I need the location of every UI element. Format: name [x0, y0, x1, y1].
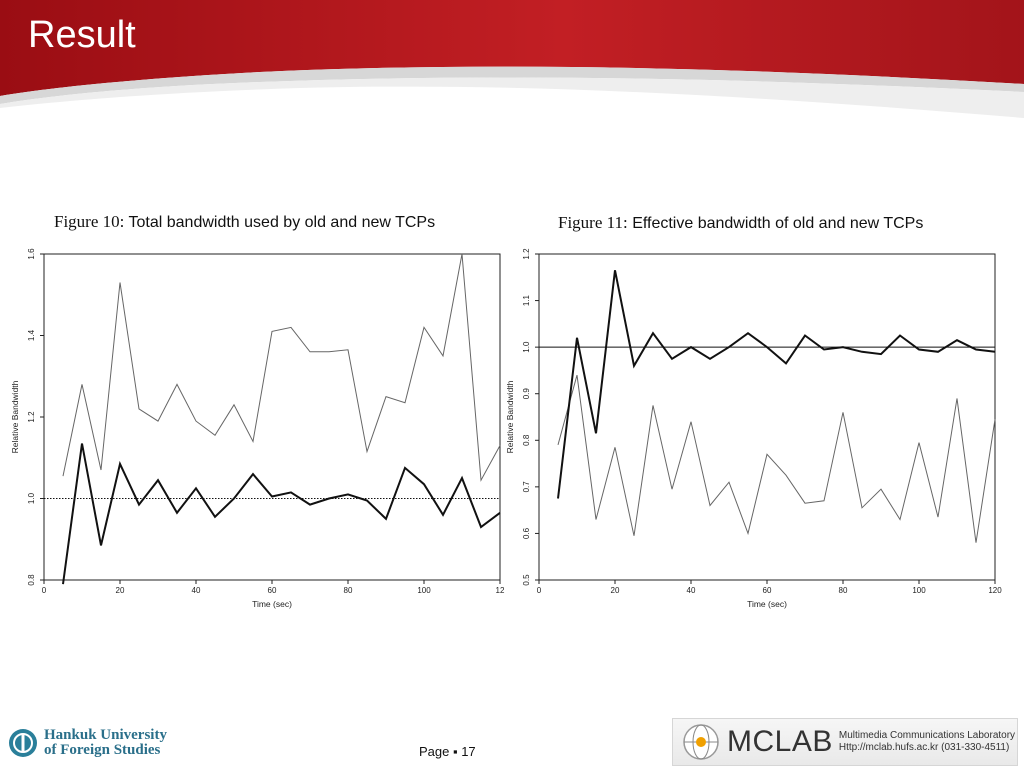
title-banner [0, 0, 1024, 130]
university-logo [8, 728, 167, 758]
figure-11-caption [558, 213, 923, 233]
y-tick-label: 1.0 [522, 341, 531, 353]
y-tick-label: 0.8 [27, 574, 36, 586]
x-tick-label: 80 [343, 586, 353, 595]
y-tick-label: 1.0 [27, 492, 36, 505]
mclab-description [839, 730, 1015, 754]
x-tick-label: 120 [988, 586, 1002, 595]
x-tick-label: 100 [912, 586, 926, 595]
x-axis-label: Time (sec) [252, 599, 292, 609]
university-emblem-icon [8, 728, 38, 758]
series-line-thin [558, 375, 995, 543]
mclab-logo-box [672, 718, 1018, 766]
x-tick-label: 12 [495, 586, 505, 595]
y-tick-label: 1.1 [522, 295, 531, 307]
x-tick-label: 20 [115, 586, 125, 595]
plot-frame [44, 254, 500, 580]
y-tick-label: 1.6 [27, 248, 36, 260]
x-tick-label: 60 [762, 586, 772, 595]
y-tick-label: 1.2 [522, 248, 531, 260]
mclab-globe-icon [681, 722, 721, 762]
university-name-line1: Hankuk University [44, 727, 167, 743]
figure-10-title: Total bandwidth used by old and new TCPs [128, 214, 436, 231]
y-tick-label: 0.9 [522, 388, 531, 400]
mclab-full-name: Multimedia Communications Laboratory [838, 730, 1016, 741]
x-tick-label: 40 [191, 586, 201, 595]
x-tick-label: 60 [267, 586, 277, 595]
x-axis-label: Time (sec) [747, 599, 787, 609]
figure-11-title: Effective bandwidth of old and new TCPs [632, 215, 924, 232]
y-tick-label: 1.4 [27, 329, 36, 342]
y-tick-label: 1.2 [27, 411, 36, 423]
university-name-line2: of Foreign Studies [44, 742, 161, 758]
x-tick-label: 20 [610, 586, 620, 595]
figure-11-number: Figure 11: [558, 213, 628, 232]
figure-10-caption [54, 212, 435, 232]
plot-frame [539, 254, 995, 580]
x-tick-label: 100 [417, 586, 431, 595]
y-tick-label: 0.5 [522, 574, 531, 586]
x-tick-label: 0 [41, 586, 47, 595]
y-axis-label: Relative Bandwidth [505, 380, 515, 454]
x-tick-label: 80 [838, 586, 848, 595]
slide-title: Result [28, 14, 136, 56]
y-tick-label: 0.6 [522, 527, 531, 539]
y-tick-label: 0.8 [522, 434, 531, 446]
figure-10-number: Figure 10: [54, 212, 125, 231]
y-tick-label: 0.7 [522, 481, 531, 493]
chart-total-bandwidth [10, 246, 505, 616]
x-tick-label: 40 [686, 586, 696, 595]
series-line-thick [63, 444, 500, 585]
university-name [44, 728, 167, 758]
mclab-contact: Http://mclab.hufs.ac.kr (031-330-4511) [838, 742, 1010, 753]
chart-effective-bandwidth [505, 246, 1000, 616]
mclab-wordmark: MCLAB [727, 725, 833, 758]
page-number: Page ▪ 17 [419, 744, 476, 759]
x-tick-label: 0 [536, 586, 542, 595]
series-line-thin [63, 254, 500, 480]
y-axis-label: Relative Bandwidth [10, 380, 20, 454]
